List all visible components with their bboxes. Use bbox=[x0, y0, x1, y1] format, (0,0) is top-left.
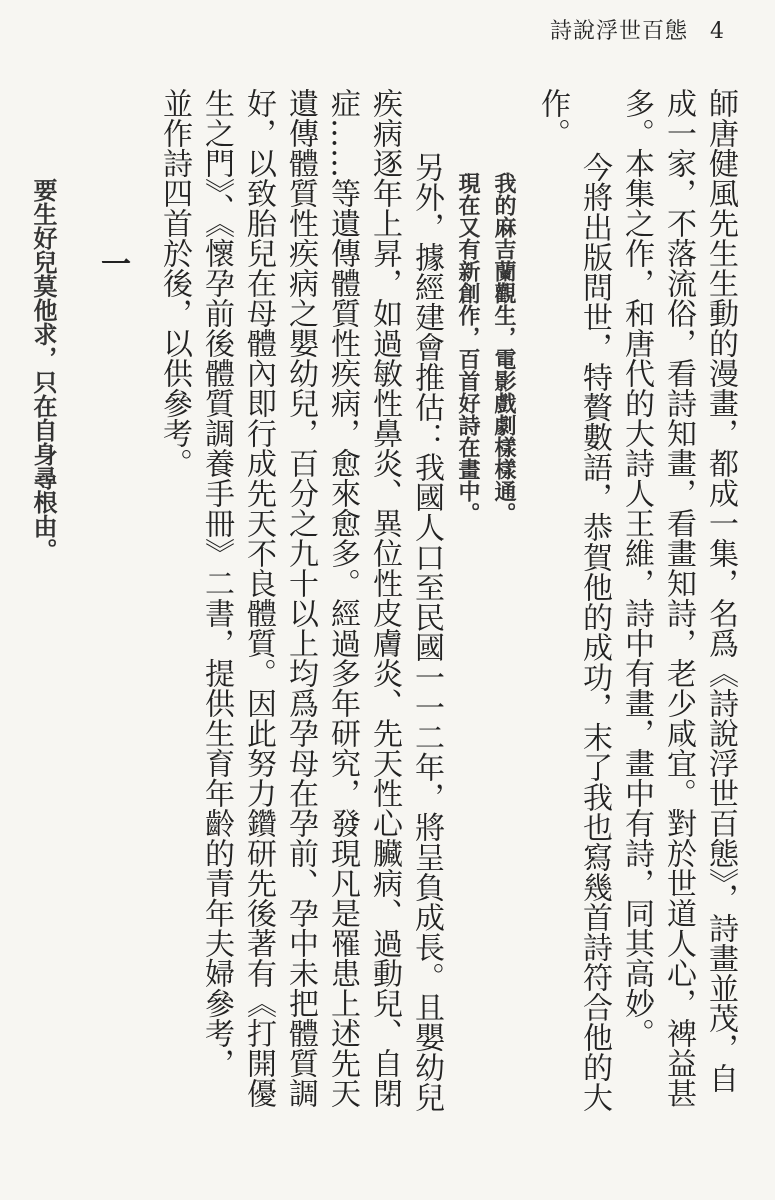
page-number: 4 bbox=[710, 19, 725, 44]
section-numeral: 一 bbox=[95, 248, 130, 278]
paragraph2-column-5: 好，以致胎兒在母體內即行成先天不良體質。因此努力鑽研先後著有《打開優 bbox=[241, 88, 276, 1108]
preface-column-3: 多。本集之作，和唐代的大詩人王維，詩中有畫，畫中有詩，同其高妙。 bbox=[619, 88, 654, 1048]
preface-column-5: 作。 bbox=[535, 88, 570, 148]
paragraph2-column-4: 遺傳體質性疾病之嬰幼兒，百分之九十以上均爲孕母在孕前、孕中未把體質調 bbox=[283, 88, 318, 1108]
poem-line-1: 我的麻吉蘭觀生，電影戲劇樣樣通。 bbox=[491, 172, 516, 524]
paragraph2-column-1: 另外，據經建會推估：我國人口至民國一一二年，將呈負成長。且嬰幼兒 bbox=[409, 152, 444, 1112]
paragraph2-column-7: 並作詩四首於後，以供參考。 bbox=[157, 88, 192, 478]
preface-column-1: 師唐健風先生生動的漫畫，都成一集，名爲《詩說浮世百態》，詩畫並茂，自 bbox=[703, 88, 738, 1093]
preface-column-2: 成一家，不落流俗，看詩知畫，看畫知詩，老少咸宜。對於世道人心，裨益甚 bbox=[661, 88, 696, 1108]
preface-column-4: 今將出版問世，特贅數語，恭賀他的成功，末了我也寫幾首詩符合他的大 bbox=[577, 152, 612, 1112]
paragraph2-column-3: 症……等遺傳體質性疾病，愈來愈多。經過多年研究，發現凡是罹患上述先天 bbox=[325, 88, 360, 1108]
poem-line-2: 現在又有新創作，百首好詩在畫中。 bbox=[455, 172, 480, 524]
book-title: 詩說浮世百態 bbox=[549, 19, 688, 44]
paragraph2-column-2: 疾病逐年上昇，如過敏性鼻炎、異位性皮膚炎、先天性心臟病、過動兒、自閉 bbox=[367, 88, 402, 1108]
running-header bbox=[550, 14, 725, 45]
paragraph2-column-6: 生之門》、《懷孕前後體質調養手冊》二書，提供生育年齡的青年夫婦參考， bbox=[199, 88, 234, 1078]
poem-verse-1: 要生好兒莫他求，只在自身尋根由。 bbox=[29, 178, 57, 562]
